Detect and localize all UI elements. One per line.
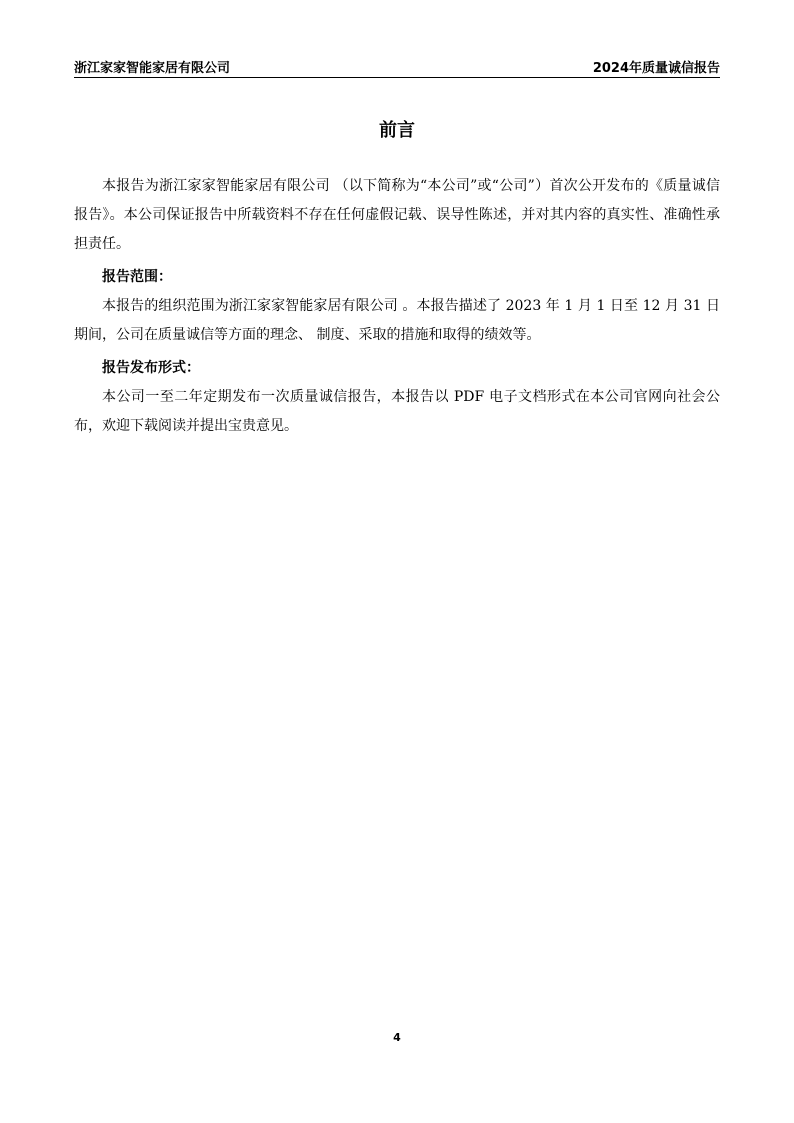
header-report-title: 2024年质量诚信报告 — [592, 61, 720, 76]
scope-paragraph: 本报告的组织范围为浙江家家智能家居有限公司 。本报告描述了 2023 年 1 月 1 日至 12 月 31 日期间，公司在质量诚信等方面的理念、 制度、采取的措施和取得的绩效等。 — [74, 298, 720, 343]
document-body — [74, 172, 720, 441]
header-company-name: 浙江家家智能家居有限公司 — [74, 61, 231, 76]
scope-heading: 报告范围： — [102, 269, 172, 285]
page-number: 4 — [393, 1031, 401, 1044]
intro-paragraph: 本报告为浙江家家智能家居有限公司 （以下简称为“本公司”或“公司”）首次公开发布的《质量诚信报告》。本公司保证报告中所载资料不存在任何虚假记载、误导性陈述，并对其内容的真实性、准确性承担责任。 — [74, 178, 720, 252]
page-title: 前言 — [379, 120, 415, 141]
header-divider — [74, 77, 720, 78]
page-header — [74, 56, 720, 76]
publish-paragraph: 本公司一至二年定期发布一次质量诚信报告，本报告以 PDF 电子文档形式在本公司官网向社会公布，欢迎下载阅读并提出宝贵意见。 — [74, 389, 720, 434]
publish-heading: 报告发布形式： — [102, 360, 200, 376]
